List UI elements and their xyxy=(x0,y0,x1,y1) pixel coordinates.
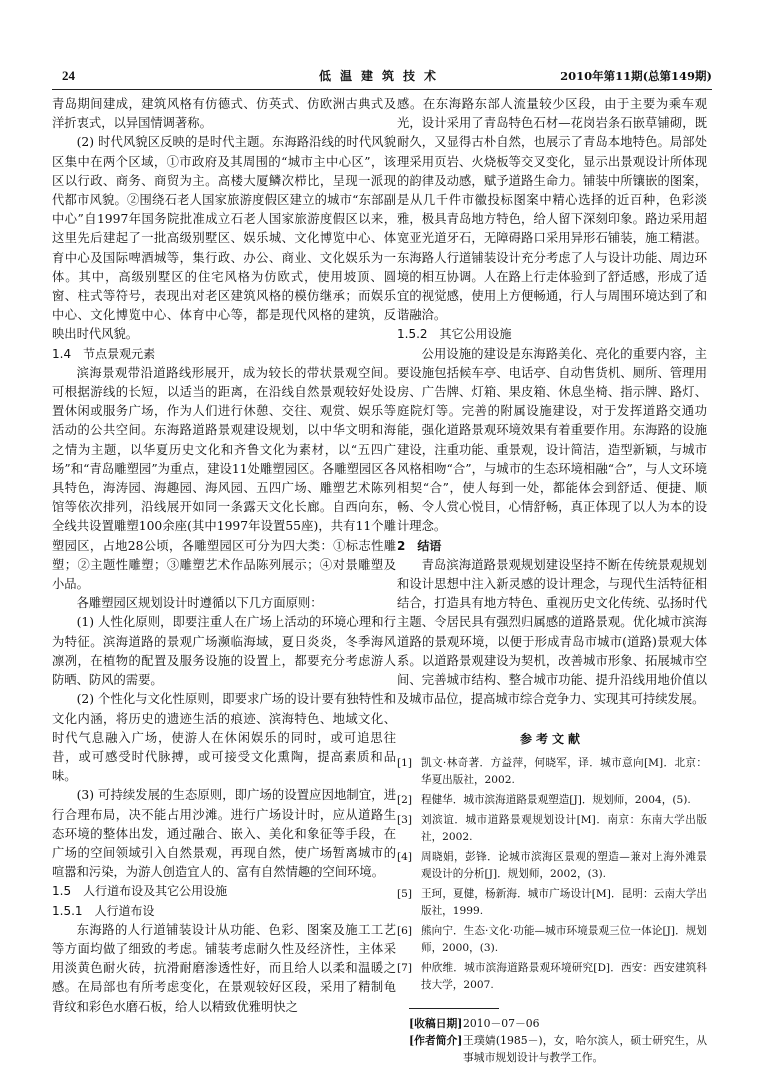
reference-number: [3] xyxy=(397,813,413,826)
left-column xyxy=(52,95,396,1017)
received-date xyxy=(409,1015,707,1032)
reference-item xyxy=(397,849,707,883)
reference-item xyxy=(397,755,707,789)
reference-item xyxy=(397,886,707,920)
article-meta xyxy=(397,1015,707,1066)
subsection-heading: 1.5.1 人行道布设 xyxy=(52,903,155,918)
reference-item xyxy=(397,792,707,809)
paragraph: 感。在东海路东部人流量较少区段，由于主要为乘车观光，设计采用了青岛特色石材—花岗岩条石嵌草铺砌，既耐久，又显得古朴自然，也展示了青岛本地特色。局部处理采用页岩、火烧板等交叉变化，显示出景观设计所体现的韵律及动感，赋予道路生命力。铺装中所镶嵌的图案，是从几千件市徽投标图案中精心选择的近百种，色彩淡雅，极具青岛地方特色，给人留下深刻印象。路边采用超宽亚光道牙石，无障碍路口采用异形石铺装，施工精湛。东海路人行道铺装设计充分考虑了人与设计功能、周边环境的相互协调。人在路上行走体验到了舒适感，形成了适宜的视觉感，使用上方便畅通，行人与周围环境达到了和谐融洽。 xyxy=(397,97,707,323)
header-rule xyxy=(52,89,712,90)
page-header xyxy=(52,66,712,86)
paragraph: (2) 时代风貌区反映的是时代主题。东海路沿线的时代风貌区集中在两个区域，①市政府及其周围的“城市主中心区”，该区以行政、商务、商贸为主。高楼大厦鳞次栉比，呈现一派现代都市风貌。②围绕石老人国家旅游度假区建立的城市“东部副中心”自1997年国务院批准成立石老人国家旅游度假区以来，这里先后建起了一批高级别墅区、娱乐城、文化博览中心、体育中心及国际啤酒城等，集行政、办公、商业、文化娱乐为一体。其中，高级别墅区的住宅风格为仿欧式，使用坡顶、圆窗、柱式等符号，表现出对老区建筑风格的模仿继承；而娱乐中心、文化博览中心、体育中心等，都是现代风格的建筑，反映出时代风貌。 xyxy=(52,135,396,342)
paragraph: 东海路的人行道铺装设计从功能、色彩、图案及施工工艺等方面均做了细致的考虑。铺装考虑耐久性及经济性，主体采用淡黄色耐火砖，抗滑耐磨渗透性好，而且给人以柔和温暖之感。在局部也有所考虑变化，在景观较好区段，采用了精制龟背纹和彩色水磨石板，给人以精致优雅明快之 xyxy=(52,922,396,1014)
author-label: [作者简介] xyxy=(409,1033,463,1047)
paragraph: 青岛滨海道路景观规划建设坚持不断在传统景观规划和设计思想中注入新灵感的设计理念，与现代生活特征相结合，打造具有地方特色、重视历史文化传统、弘扬时代主题、令居民具有强烈归属感的道路景观。优化城市滨海道路的景观环境，以便于形成青岛市城市(道路)景观大体系。以道路景观建设为契机，改善城市形象、拓展城市空间、完善城市结构、整合城市功能、提升沿线用地价值以及城市品位，提高城市综合竞争力、实现其可持续发展。 xyxy=(397,557,707,707)
reference-text: 熊向宁．生态·文化·功能—城市环境景观三位一体论[J]．规划师，2000，(3). xyxy=(421,924,707,954)
paragraph: 各雕塑园区规划设计时遵循以下几方面原则： xyxy=(76,596,323,611)
reference-item xyxy=(397,960,707,994)
reference-number: [4] xyxy=(397,850,413,863)
page-number: 24 xyxy=(62,68,75,83)
received-label: [收稿日期] xyxy=(409,1016,463,1030)
reference-text: 周晓娟，彭锋．论城市滨海区景观的塑造—兼对上海外滩景观设计的分析[J]．规划师，2002，(3). xyxy=(421,850,707,880)
subsection-heading: 1.5.2 其它公用设施 xyxy=(397,327,512,342)
reference-number: [1] xyxy=(397,756,413,769)
reference-number: [6] xyxy=(397,924,413,937)
journal-name: 低温建筑技术 xyxy=(318,69,445,83)
paragraph: 滨海景观带沿道路线形展开，成为较长的带状景观空间。可根据游线的长短，以适当的距离，在沿线自然景观较好处设置休闲或服务广场，作为人们进行休憩、交往、观赏、娱乐等活动的公共空间。东海路道路景观建设规划，以中华文明和海之情为主题，以华夏历史文化和齐鲁文化为素材，以“五四广场”和“青岛雕塑园”为重点，建设11处雕塑园区。各雕塑园区各具特色，海涛园、海趣园、海风园、五四广场、雕塑艺术陈列馆等依次排列，沿线展开如同一条露天文化长廊。自西向东，全线共设置雕塑100余座(其中1997年设置55座)，共有11个雕塑园区，占地28公顷，各雕塑园区可分为四大类：①标志性雕塑；②主题性雕塑；③雕塑艺术作品陈列展示；④对景雕塑及小品。 xyxy=(52,365,396,592)
references-list xyxy=(397,755,707,994)
section-heading: 1.5 人行道布设及其它公用设施 xyxy=(52,884,228,899)
paragraph: (1) 人性化原则，即要注重人在广场上活动的环境心理和行为特征。滨海道路的景观广场濒临海域，夏日炎炎，冬季海风凛冽，在植物的配置及服务设施的设置上，都要充分考虑游人防晒、防风的需要。 xyxy=(52,615,396,688)
reference-text: 王珂，夏健，杨新海．城市广场设计[M]．昆明：云南大学出版社，1999. xyxy=(421,887,707,917)
reference-text: 凯文·林奇著．方益萍，何晓军，译．城市意向[M]．北京：华夏出版社，2002. xyxy=(421,756,707,786)
issue-info: 2010年第11期(总第149期) xyxy=(560,69,712,83)
received-value: 2010－07－06 xyxy=(463,1016,540,1030)
section-heading: 1.4 节点景观元素 xyxy=(52,346,156,361)
reference-number: [2] xyxy=(397,793,413,806)
section-heading: 2 结语 xyxy=(397,538,442,553)
right-column xyxy=(397,95,707,1066)
reference-text: 仲欣维．城市滨海道路景观环境研究[D]．西安：西安建筑科技大学，2007. xyxy=(421,961,707,991)
paragraph: (3) 可持续发展的生态原则，即广场的设置应因地制宜，进行合理布局，决不能占用沙滩。进行广场设计时，应从道路生态环境的整体出发，通过融合、嵌入、美化和象征等手段，在广场的空间领域引入自然景观，再现自然，使广场暂离城市的喧嚣和污染，为游人创造宜人的、富有自然情趣的空间环境。 xyxy=(52,788,396,880)
author-bio xyxy=(409,1032,707,1066)
reference-text: 刘滨谊．城市道路景观规划设计[M]．南京：东南大学出版社，2002. xyxy=(421,813,707,843)
reference-text: 程健华．城市滨海道路景观塑造[J]．规划师，2004，(5). xyxy=(421,793,691,806)
reference-item xyxy=(397,923,707,957)
reference-item xyxy=(397,812,707,846)
paragraph: 公用设施的建设是东海路美化、亮化的重要内容，主要设施包括候车亭、电话亭、自动售货机、厕所、管理用房、广告牌、灯箱、果皮箱、休息坐椅、指示牌、路灯、庭院灯等。完善的附属设施建设，对于发挥道路交通功能，强化道路景观环境效果有着重要作用。东海路的设施建设，注重功能、重景观，设计简洁，造型新颖，与城市风格相吻“合”，与城市的生态环境相融“合”，与人文环境相契“合”，使人每到一处，都能体会到舒适、便捷、顺畅、令人赏心悦目，心情舒畅，真正体现了以人为本的设计理念。 xyxy=(397,346,707,534)
references-title: 参考文献 xyxy=(519,731,584,746)
paragraph: (2) 个性化与文化性原则，即要求广场的设计要有独特性和文化内涵，将历史的遗迹生活的痕迹、滨海特色、地域文化、时代气息融入广场，使游人在休闲娱乐的同时，或可追思往昔，或可感受时代脉搏，或可接受文化熏陶，提高素质和品味。 xyxy=(52,692,396,784)
footnote-rule xyxy=(409,1008,499,1009)
paragraph: 青岛期间建成，建筑风格有仿德式、仿英式、仿欧洲古典式及洋折衷式，以异国情调著称。 xyxy=(52,97,396,131)
reference-number: [5] xyxy=(397,887,413,900)
author-value: 王璞婧(1985－)，女，哈尔滨人，硕士研究生，从事城市规划设计与教学工作。 xyxy=(463,1033,707,1064)
reference-number: [7] xyxy=(397,961,413,974)
